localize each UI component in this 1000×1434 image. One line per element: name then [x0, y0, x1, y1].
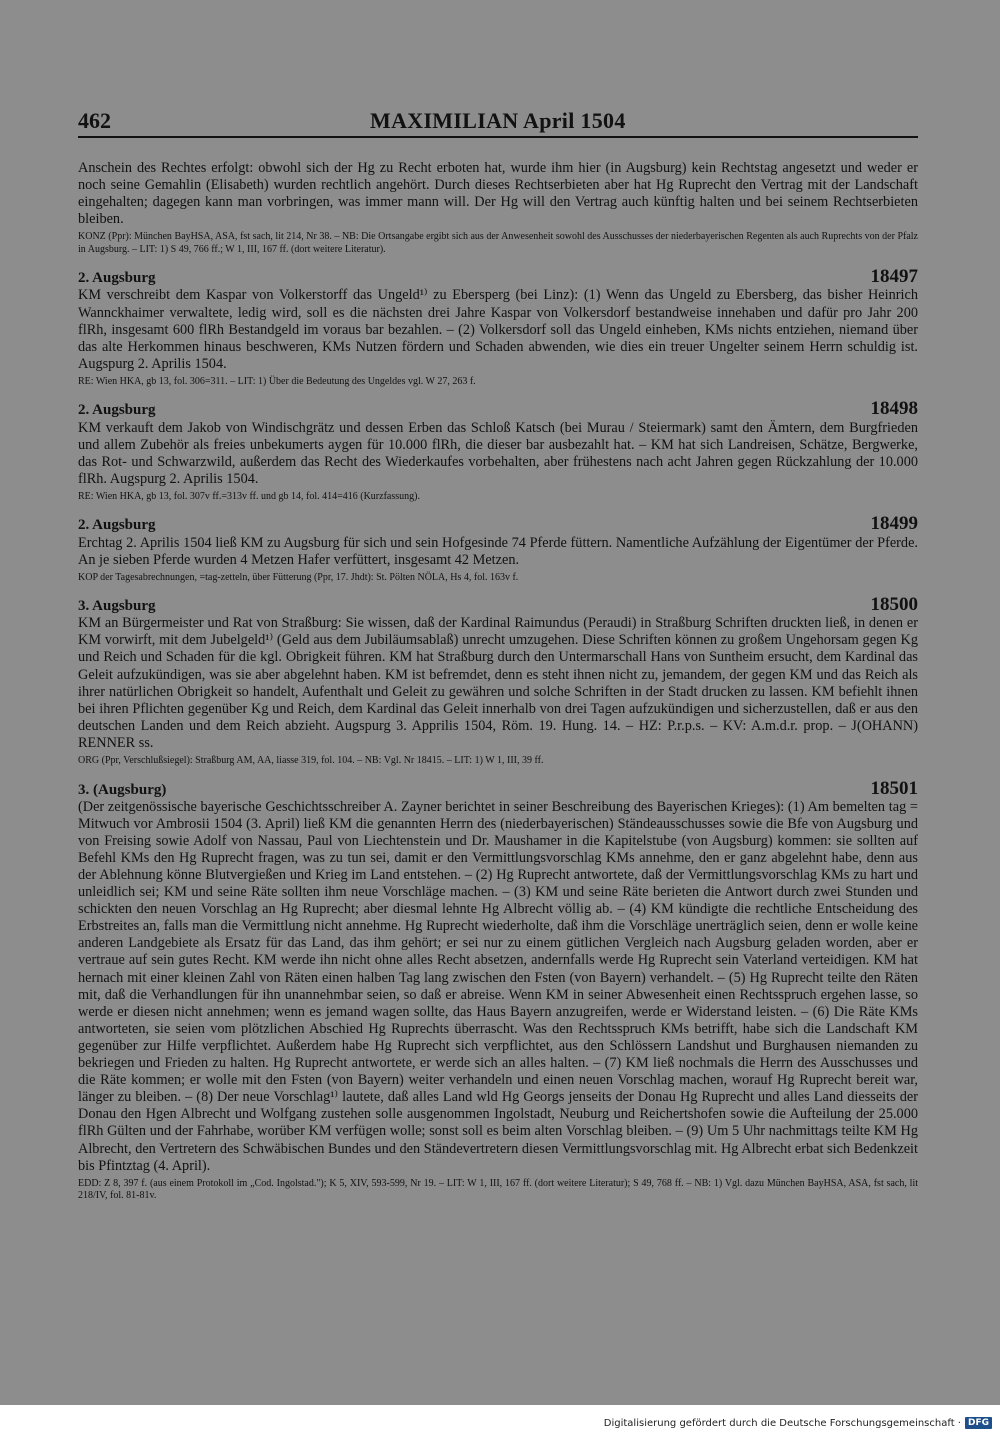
- entry-heading: [78, 400, 918, 419]
- entry-text: KM verschreibt dem Kaspar von Volkerstorff das Ungeld¹⁾ zu Ebersperg (bei Linz): (1) Wenn das Ungeld zu Ebersberg, das bisher Heinrich Wannckhaimer verwaltete, ledig wird, soll es die nächsten drei Jahre Kaspar von Volkersdorf bestandweise innehaben und dafür pro Jahr 200 flRh, insgesamt 600 flRh Bestandgeld im voraus bar bezahlen. – (2) Volkersdorf soll das Ungeld einheben, KMs nichts entziehen, niemand über das alte Herkommen hinaus beschweren, KMs Nutzen fördern und Schaden abwenden, wie dies ein treuer Ungelter seinem Herrn schuldig ist. Augspurg 2. Aprilis 1504.: [78, 287, 918, 372]
- entry-number: 18500: [870, 594, 918, 616]
- entry-heading: [78, 268, 918, 287]
- entry-number: 18497: [870, 266, 918, 288]
- entry-place: 2. Augsburg: [78, 270, 156, 287]
- entry-text: KM an Bürgermeister und Rat von Straßburg: Sie wissen, daß der Kardinal Raimundus (Peraudi) in Straßburg Schriften druckten ließ, in denen er KM vorwirft, mit dem Jubelgeld¹⁾ (Geld aus dem Jubiläumsablaß) unrecht umzugehen. Diese Schriften können zu großem Ungehorsam gegen Kg und Reich und Schaden für die kgl. Obrigkeit führen. KM hat Straßburg durch den Untermarschall Hans von Suntheim ersucht, dem Kardinal das Geleit aufzukündigen, was sie aber abgelehnt haben. KM ist befremdet, denn es steht ihnen nicht zu, jemandem, der gegen KM und das Reich als ihrer natürlichen Obrigkeit so handelt, Aufenthalt und Geleit zu gewähren und solche Schriften in der Stadt drucken zu lassen. KM befiehlt ihnen bei ihren Pflichten gegenüber Kg und Reich, dem Kardinal das Geleit innerhalb von drei Tagen aufzukündigen und sicherzustellen, daß er aus den deutschen Landen und dem Reich abzieht. Augspurg 3. Apprilis 1504, Röm. 19. Hung. 14. – HZ: P.r.p.s. – KV: A.m.d.r. prop. – J(OHANN) RENNER ss.: [78, 615, 918, 751]
- entry-place: 3. (Augsburg): [78, 781, 167, 798]
- intro-source: KONZ (Ppr): München BayHSA, ASA, fst sach, lit 214, Nr 38. – NB: Die Ortsangabe ergibt sich aus der Anwesenheit sowohl des Ausschusses der niederbayerischen Regenten als auch Ruprechts von der Pfalz in Augsburg. – LIT: 1) S 49, 766 ff.; W 1, III, 167 ff. (dort weitere Literatur).: [78, 231, 918, 255]
- intro-text: Anschein des Rechtes erfolgt: obwohl sich der Hg zu Recht erboten hat, wurde ihm hier (in Augsburg) kein Rechtstag angesetzt und weder er noch seine Gemahlin (Elisabeth) wurden rechtlich angehört. Durch dieses Rechtserbieten aber hat Hg Ruprecht den Vertrag mit der Landschaft eingehalten; dagegen kann man vorbringen, was immer mann will. Der Hg will den Vertrag auch künftig halten und bei seinem Rechtserbieten bleiben.: [78, 160, 918, 228]
- page-number: 462: [78, 108, 111, 133]
- entry-text: (Der zeitgenössische bayerische Geschichtsschreiber A. Zayner berichtet in seiner Beschreibung des Bayerischen Krieges): (1) Am bemelten tag = Mitwuch vor Ambrosii 1504 (3. April) ließ KM die genannten Herrn des (niederbayerischen) Ständeausschusses sowie die Bfe von Augsburg und von Freising sowie Adolf von Nassau, Paul von Liechtenstein und Dr. Maushamer in die Kapitelstube (von Augsburg) kommen: sie sollten auf Befehl KMs den Hg Ruprecht fragen, was zu tun sei, damit er den Vermittlungsvorschlag KMs annehme, den er ganz abgelehnt habe, denn aus der Ablehnung könne Blutvergießen und Krieg im Land entstehen. – (2) Hg Ruprecht antwortete, daß der Vermittlungsvorschlag KMs zu hart und unleidlich sei; KM und seine Räte sollten ihm neue Vorschläge machen. – (3) KM und seine Räte berieten die Antwort durch zwei Stunden und schickten den neuen Vorschlag an Hg Ruprecht; aber diesmal lehnte Hg Albrecht völlig ab. – (4) KM kündigte die rechtliche Entscheidung des Erbstreites an, falls man die Vermittlung nicht annehme. Hg Ruprecht wiederholte, daß ihm die Vorschläge unerträglich seien, denn er wolle keine anderen Landgebiete als Ersatz für das Land, das ihm gehört; er sei nur zu einem gütlichen Vergleich nach Augsburg geladen worden, aber er vertraue auf sein gutes Recht. KM werde ihn nicht ohne alles Recht absetzen, andernfalls werde Hg Ruprecht sein Vaterland verteidigen. KM hat hernach mit einer kleinen Zahl von Räten einen halben Tag lang zwischen den Fsten (von Bayern) verhandelt. – (5) Hg Ruprecht teilte den Räten mit, daß die Verhandlungen für ihn unannehmbar seien, so daß er abreise. Wenn KM in seiner Abwesenheit einen Rechtsspruch ergehen lasse, so werde er diesen nicht annehmen; wenn es jemand wagen sollte, das Haus Bayern anzugreifen, werde er Widerstand leisten. – (6) Die Räte KMs antworteten, sie seien vom plötzlichen Abschied Hg Ruprechts überrascht. Was den Rechtsspruch KMs betrifft, habe sich die Landschaft KM gegenüber zur Hilfe verpflichtet. Außerdem habe Hg Ruprecht sich verpflichtet, aus den Schlössern Landshut und Burghausen niemanden zu bekriegen und Frieden zu halten. Hg Ruprecht antwortete, er werde sich an alles halten. – (7) KM ließ nochmals die Herrn des Ausschusses und die Räte kommen; er wolle mit den Fsten (von Bayern) weiter verhandeln und einen neuen Vorschlag machen, worauf Hg Ruprecht bereit war, länger zu bleiben. – (8) Der neue Vorschlag¹⁾ lautete, daß alles Land wld Hg Georgs jenseits der Donau Hg Ruprecht und alles Land diesseits der Donau den Hgen Albrecht und Wolfgang zustehen solle ausgenommen Ingolstadt, Neuburg und Reichertshofen sowie die Aufteilung der 25.000 flRh Gülten und der Fahrhabe, worüber KM verfügen wolle; sonst soll es beim alten Vorschlag bleiben. – (9) Um 5 Uhr nachmittags teilte KM Hg Albrecht, den Vertretern des Schwäbischen Bundes und den Ständevertretern diesen Vermittlungsvorschlag mit. Hg Albrecht erbat sich Bedenkzeit bis Pfintztag (4. April).: [78, 798, 918, 1174]
- entry-source: RE: Wien HKA, gb 13, fol. 306=311. – LIT: 1) Über die Bedeutung des Ungeldes vgl. W 27, 263 f.: [78, 375, 476, 387]
- entry-18498: [78, 400, 918, 503]
- funding-note: Digitalisierung gefördert durch die Deutsche Forschungsgemeinschaft ·: [603, 1417, 961, 1429]
- intro-block: [78, 160, 918, 256]
- header-rule: [78, 136, 918, 138]
- entry-source: RE: Wien HKA, gb 13, fol. 307v ff.=313v ff. und gb 14, fol. 414=416 (Kurzfassung).: [78, 490, 420, 502]
- dfg-logo: DFG: [965, 1417, 992, 1429]
- running-title: MAXIMILIAN April 1504: [370, 108, 626, 133]
- entry-18497: [78, 268, 918, 388]
- entry-place: 3. Augsburg: [78, 598, 156, 615]
- entry-place: 2. Augsburg: [78, 517, 156, 534]
- entry-heading: [78, 777, 918, 799]
- entry-text: Erchtag 2. Aprilis 1504 ließ KM zu Augsburg für sich und sein Hofgesinde 74 Pferde füttern. Namentliche Aufzählung der Eigentümer der Pferde. An je sieben Pferde wurden 4 Metzen Hafer verfüttert, insgesamt 42 Metzen.: [78, 534, 918, 568]
- entry-number: 18499: [870, 513, 918, 535]
- funding-footer: [604, 1417, 992, 1429]
- entry-heading: [78, 596, 918, 615]
- entry-18501: [78, 777, 918, 1203]
- entry-number: 18498: [870, 398, 918, 420]
- entry-18500: [78, 596, 918, 767]
- page-content: [78, 160, 918, 1203]
- entry-text: KM verkauft dem Jakob von Windischgrätz und dessen Erben das Schloß Katsch (bei Murau / Steiermark) samt den Ämtern, dem Burgfrieden und allem Zubehör als freies unbekumerts aygen für 10.000 flRh, die dieser bar ausbezahlt hat. – KM hat sich Landreisen, Schätze, Bergwerke, das Rot- und Schwarzwild, außerdem das Recht des Wiederkaufes vorbehalten, aber frühestens nach acht Jahren gegen Rückzahlung der 10.000 flRh. Augspurg 2. Aprilis 1504.: [78, 419, 918, 487]
- page-header: [78, 108, 918, 138]
- entry-place: 2. Augsburg: [78, 402, 156, 419]
- entry-number: 18501: [870, 777, 918, 799]
- entry-source: ORG (Ppr, Verschlußsiegel): Straßburg AM, AA, liasse 319, fol. 104. – NB: Vgl. Nr 18415. – LIT: 1) W 1, III, 39 ff.: [78, 755, 544, 767]
- entry-heading: [78, 515, 918, 534]
- entry-18499: [78, 515, 918, 584]
- entry-source: KOP der Tagesabrechnungen, =tag-zetteln, über Fütterung (Ppr, 17. Jhdt): St. Pölten NÖLA, Hs 4, fol. 163v f.: [78, 571, 519, 583]
- entry-source: EDD: Z 8, 397 f. (aus einem Protokoll im „Cod. Ingolstad."); K 5, XIV, 593-599, Nr 19. – LIT: W 1, III, 167 ff. (dort weitere Literatur); S 49, 768 ff. – NB: 1) Vgl. dazu München BayHSA, ASA, fst sach, lit 218/IV, fol. 81-81v.: [78, 1177, 918, 1202]
